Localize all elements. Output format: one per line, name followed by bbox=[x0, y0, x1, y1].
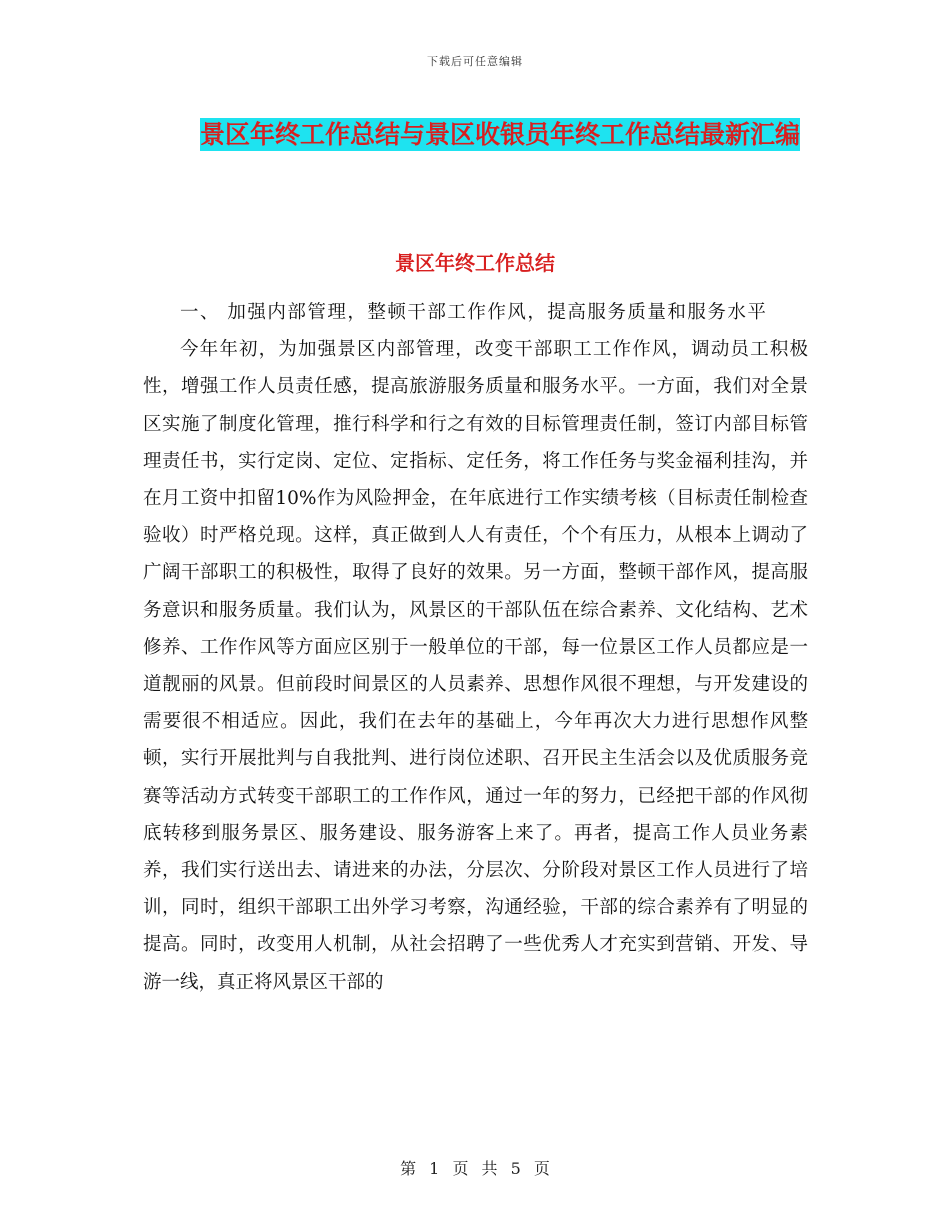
section-title: 景区年终工作总结 bbox=[395, 251, 555, 275]
document-title bbox=[190, 112, 810, 157]
document-title-text: 景区年终工作总结与景区收银员年终工作总结最新汇编 bbox=[199, 120, 800, 149]
document-body bbox=[143, 294, 808, 1001]
paragraph-body: 今年年初，为加强景区内部管理，改变干部职工工作作风，调动员工积极性，增强工作人员责任感，提高旅游服务质量和服务水平。一方面，我们对全景区实施了制度化管理，推行科学和行之有效的目标管理责任制，签订内部目标管理责任书，实行定岗、定位、定指标、定任务，将工作任务与奖金福利挂沟，并在月工资中扣留10%作为风险押金，在年底进行工作实绩考核（目标责任制检查验收）时严格兑现。这样，真正做到人人有责任，个个有压力，从根本上调动了广阔干部职工的积极性，取得了良好的效果。另一方面，整顿干部作风，提高服务意识和服务质量。我们认为，风景区的干部队伍在综合素养、文化结构、艺术修养、工作作风等方面应区别于一般单位的干部，每一位景区工作人员都应是一道靓丽的风景。但前段时间景区的人员素养、思想作风很不理想，与开发建设的需要很不相适应。因此，我们在去年的基础上，今年再次大力进行思想作风整顿，实行开展批判与自我批判、进行岗位述职、召开民主生活会以及优质服务竞赛等活动方式转变干部职工的工作作风，通过一年的努力，已经把干部的作风彻底转移到服务景区、服务建设、服务游客上来了。再者，提高工作人员业务素养，我们实行送出去、请进来的办法，分层次、分阶段对景区工作人员进行了培训，同时，组织干部职工出外学习考察，沟通经验，干部的综合素养有了明显的提高。同时，改变用人机制，从社会招聘了一些优秀人才充实到营销、开发、导游一线，真正将风景区干部的 bbox=[143, 339, 808, 993]
page-footer: 第 1 页 共 5 页 bbox=[400, 1159, 550, 1178]
paragraph-heading: 一、 加强内部管理，整顿干部工作作风，提高服务质量和服务水平 bbox=[180, 302, 768, 323]
page-header-note: 下载后可任意编辑 bbox=[427, 55, 523, 68]
